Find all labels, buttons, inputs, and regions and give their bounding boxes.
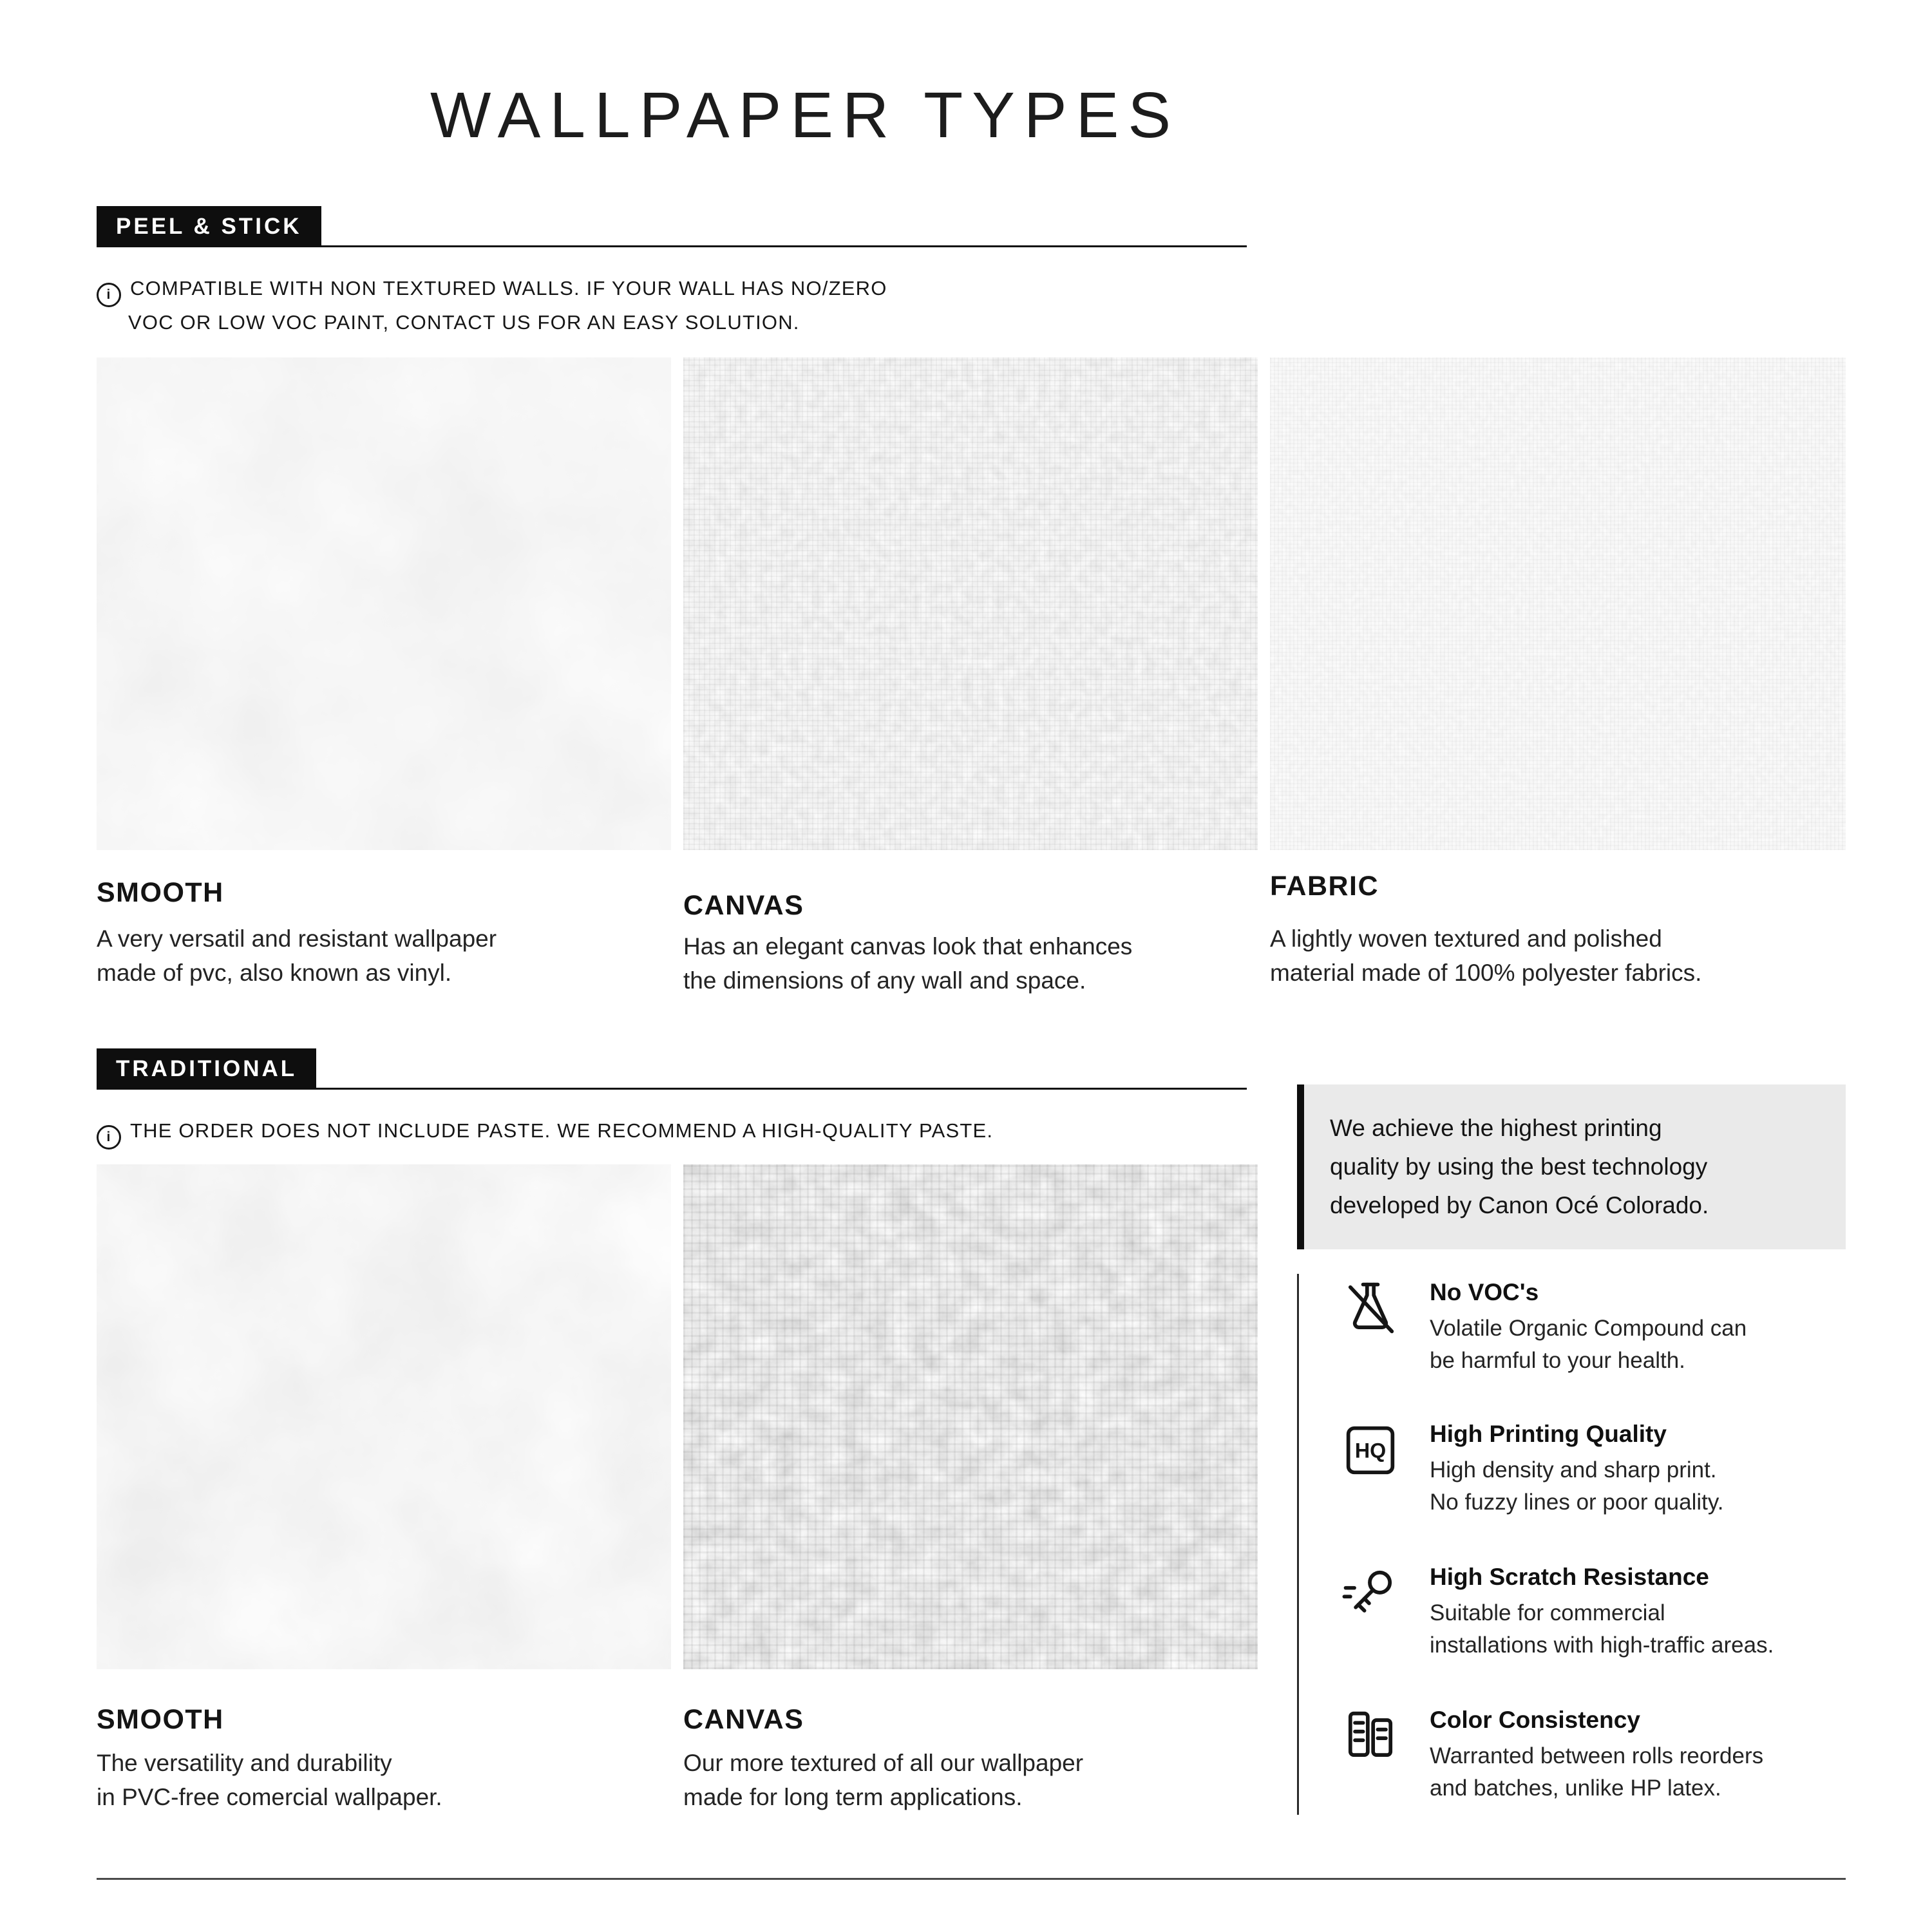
desc-line: Has an elegant canvas look that enhances <box>683 933 1133 960</box>
feature-text <box>1430 1707 1846 1804</box>
swatch-title-canvas: CANVAS <box>683 890 804 921</box>
desc-line: Our more textured of all our wallpaper <box>683 1750 1084 1776</box>
feature-high-scratch-resistance <box>1337 1564 1846 1661</box>
traditional-section-header <box>97 1048 1247 1090</box>
feature-title: High Printing Quality <box>1430 1421 1667 1447</box>
feature-description <box>1430 1312 1846 1376</box>
traditional-label: TRADITIONAL <box>97 1048 316 1090</box>
desc-line: be harmful to your health. <box>1430 1347 1685 1373</box>
feature-text <box>1430 1279 1846 1376</box>
key-icon <box>1337 1560 1404 1627</box>
desc-line: No fuzzy lines or poor quality. <box>1430 1489 1724 1515</box>
peel-stick-canvas-swatch-image <box>683 357 1258 850</box>
swatch-title-canvas-traditional: CANVAS <box>683 1704 804 1735</box>
traditional-note <box>97 1115 993 1150</box>
desc-line: The versatility and durability <box>97 1750 392 1776</box>
swatch-title-smooth: SMOOTH <box>97 877 224 908</box>
quality-line: We achieve the highest printing <box>1330 1115 1662 1141</box>
section-divider-line <box>321 245 1247 247</box>
desc-line: installations with high-traffic areas. <box>1430 1632 1774 1658</box>
section-divider-line <box>316 1088 1247 1090</box>
desc-line: Volatile Organic Compound can <box>1430 1316 1747 1341</box>
desc-line: A lightly woven textured and polished <box>1270 925 1662 952</box>
desc-line: Warranted between rolls reorders <box>1430 1743 1764 1768</box>
swatch-description-smooth <box>97 922 671 990</box>
desc-line: made of pvc, also known as vinyl. <box>97 959 452 986</box>
swatch-title-smooth-traditional: SMOOTH <box>97 1704 224 1735</box>
swatch-description-smooth-traditional <box>97 1747 671 1814</box>
traditional-smooth-swatch-image <box>97 1164 671 1669</box>
quality-line: quality by using the best technology <box>1330 1153 1708 1180</box>
bottom-divider-line <box>97 1878 1846 1880</box>
desc-line: Suitable for commercial <box>1430 1600 1665 1625</box>
peel-and-stick-label: PEEL & STICK <box>97 206 321 247</box>
page-title: WALLPAPER TYPES <box>430 79 1180 151</box>
print-quality-callout <box>1297 1084 1846 1249</box>
feature-text <box>1430 1564 1846 1661</box>
feature-description <box>1430 1597 1846 1661</box>
note-text-line-1 <box>97 273 887 307</box>
swatch-description-fabric <box>1270 922 1846 990</box>
note-text-line-2: VOC OR LOW VOC PAINT, CONTACT US FOR AN EASY SOLUTION. <box>128 311 800 334</box>
feature-description <box>1430 1454 1846 1518</box>
note-line-1-text: COMPATIBLE WITH NON TEXTURED WALLS. IF YOUR WALL HAS NO/ZERO <box>130 277 887 299</box>
desc-line: the dimensions of any wall and space. <box>683 967 1086 994</box>
peel-stick-smooth-swatch-image <box>97 357 671 850</box>
hq-icon <box>1337 1417 1404 1484</box>
swatch-description-canvas <box>683 930 1258 998</box>
desc-line: material made of 100% polyester fabrics. <box>1270 959 1702 986</box>
feature-description <box>1430 1740 1846 1804</box>
note-text-line-1 <box>97 1115 993 1150</box>
swatch-description-canvas-traditional <box>683 1747 1258 1814</box>
desc-line: in PVC-free comercial wallpaper. <box>97 1783 442 1810</box>
peel-and-stick-note <box>97 273 887 338</box>
feature-no-vocs <box>1337 1279 1846 1376</box>
note-line-1-text: THE ORDER DOES NOT INCLUDE PASTE. WE RECOMMEND A HIGH-QUALITY PASTE. <box>130 1119 994 1142</box>
no-voc-icon <box>1337 1275 1404 1342</box>
feature-high-printing-quality <box>1337 1421 1846 1518</box>
feature-text <box>1430 1421 1846 1518</box>
svg-text:HQ: HQ <box>1354 1439 1387 1463</box>
desc-line: and batches, unlike HP latex. <box>1430 1775 1721 1801</box>
info-icon: i <box>97 1125 121 1150</box>
feature-title: No VOC's <box>1430 1279 1539 1305</box>
desc-line: made for long term applications. <box>683 1783 1023 1810</box>
feature-title: Color Consistency <box>1430 1707 1640 1733</box>
desc-line: A very versatil and resistant wallpaper <box>97 925 497 952</box>
feature-color-consistency <box>1337 1707 1846 1804</box>
desc-line: High density and sharp print. <box>1430 1457 1717 1482</box>
info-icon: i <box>97 283 121 307</box>
color-swatches-icon <box>1337 1703 1404 1770</box>
traditional-canvas-swatch-image <box>683 1164 1258 1669</box>
feature-title: High Scratch Resistance <box>1430 1564 1709 1590</box>
peel-and-stick-section-header <box>97 206 1247 247</box>
quality-line: developed by Canon Océ Colorado. <box>1330 1191 1709 1218</box>
swatch-title-fabric: FABRIC <box>1270 871 1379 902</box>
peel-stick-fabric-swatch-image <box>1270 357 1846 850</box>
features-divider-line <box>1297 1274 1299 1815</box>
